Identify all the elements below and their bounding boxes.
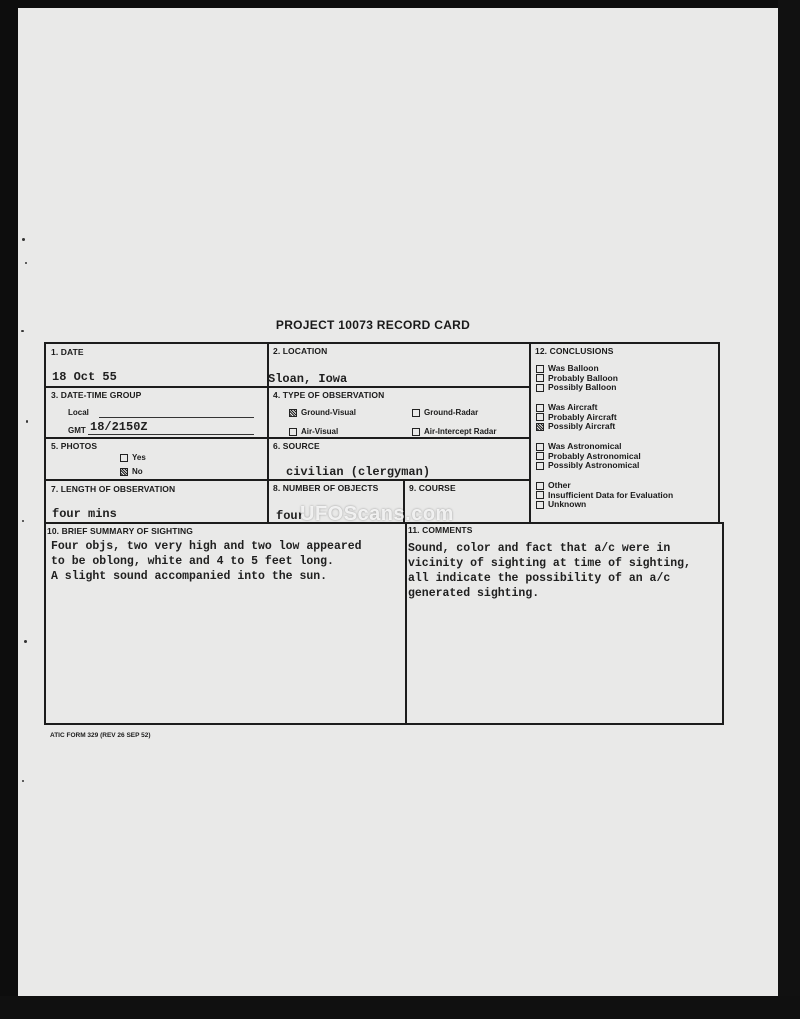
summary-line: A slight sound accompanied into the sun.: [51, 570, 328, 583]
scan-speckle: [25, 262, 27, 264]
summary-line: to be oblong, white and 4 to 5 feet long.: [51, 555, 334, 568]
divider-row-3: [44, 479, 530, 481]
checkbox-photos-yes: [120, 454, 128, 462]
length-of-observation-value: four mins: [52, 507, 117, 521]
card-border-bottom: [46, 723, 724, 725]
conclusions-group-balloon: [536, 364, 618, 393]
gmt-label: GMT: [68, 426, 86, 435]
checkbox-conclusion: [536, 452, 544, 460]
conclusion-item: Unknown: [548, 499, 587, 509]
checkbox-conclusion: [536, 501, 544, 509]
scan-speckle: [22, 238, 25, 241]
conclusion-item: Possibly Astronomical: [548, 460, 640, 470]
obs-ground-visual: [289, 408, 356, 417]
checkbox-air-intercept-radar: [412, 428, 420, 436]
obs-ground-radar: [412, 408, 478, 417]
photos-yes-label: Yes: [132, 453, 146, 462]
conclusions-label: 12. CONCLUSIONS: [535, 346, 614, 356]
checkbox-photos-no: [120, 468, 128, 476]
divider-summary: [405, 522, 407, 725]
air-visual-label: Air-Visual: [301, 427, 339, 436]
watermark: UFOScans.com: [300, 503, 454, 525]
brief-summary-label: 10. BRIEF SUMMARY OF SIGHTING: [47, 526, 193, 536]
date-value: 18 Oct 55: [52, 370, 117, 384]
date-time-group-label: 3. DATE-TIME GROUP: [51, 390, 142, 400]
comments-line: Sound, color and fact that a/c were in: [408, 542, 671, 555]
obs-air-intercept-radar: [412, 427, 496, 436]
divider-row-2-right: [267, 437, 530, 439]
conclusions-group-other: [536, 481, 673, 510]
conclusion-item: Probably Aircraft: [548, 411, 617, 422]
divider-row-1: [44, 386, 530, 388]
divider-col-2: [529, 342, 531, 522]
scan-speckle: [22, 780, 24, 782]
photos-label: 5. PHOTOS: [51, 441, 98, 451]
course-label: 9. COURSE: [409, 483, 456, 493]
record-card: [44, 342, 724, 725]
photos-no-label: No: [132, 467, 143, 476]
number-of-objects-value: four: [276, 509, 305, 523]
conclusion-item: Was Balloon: [548, 363, 599, 373]
source-label: 6. SOURCE: [273, 441, 320, 451]
comments-text: [408, 541, 691, 601]
conclusion-item: Was Aircraft: [548, 402, 598, 412]
location-value: Sloan, Iowa: [268, 372, 348, 386]
photos-no: [120, 467, 143, 476]
air-intercept-radar-label: Air-Intercept Radar: [424, 427, 497, 436]
comments-line: vicinity of sighting at time of sighting,: [408, 557, 691, 570]
gmt-value: 18/2150Z: [90, 420, 148, 434]
conclusions-group-astronomical: [536, 442, 641, 471]
card-border-right-lower: [722, 522, 724, 725]
summary-line: Four objs, two very high and two low appeared: [51, 540, 362, 553]
scan-speckle: [22, 520, 24, 522]
checkbox-ground-visual: [289, 409, 297, 417]
scan-border-bottom: [0, 996, 800, 1019]
gmt-underline: [88, 434, 254, 435]
conclusions-group-aircraft: [536, 403, 617, 432]
checkbox-conclusion: [536, 413, 544, 421]
comments-line: generated sighting.: [408, 587, 540, 600]
location-label: 2. LOCATION: [273, 346, 328, 356]
comments-line: all indicate the possibility of an a/c: [408, 572, 671, 585]
comments-label: 11. COMMENTS: [408, 525, 473, 535]
length-of-observation-label: 7. LENGTH OF OBSERVATION: [51, 484, 176, 494]
source-value: civilian (clergyman): [286, 465, 431, 479]
checkbox-air-visual: [289, 428, 297, 436]
divider-col-1: [267, 342, 269, 522]
conclusion-item: Insufficient Data for Evaluation: [548, 489, 674, 500]
conclusion-item: Other: [548, 480, 571, 490]
checkbox-conclusion: [536, 404, 544, 412]
checkbox-conclusion: [536, 443, 544, 451]
date-label: 1. DATE: [51, 347, 84, 357]
form-id: ATIC FORM 329 (REV 26 SEP 52): [50, 732, 151, 739]
scan-border-right: [778, 0, 800, 1019]
local-underline: [99, 417, 254, 418]
checkbox-conclusion: [536, 482, 544, 490]
card-border-left: [44, 342, 46, 725]
local-label: Local: [68, 408, 89, 417]
checkbox-conclusion-checked: [536, 423, 544, 431]
conclusion-item: Possibly Aircraft: [548, 421, 616, 431]
scan-speckle: [24, 640, 27, 643]
photos-yes: [120, 453, 146, 462]
checkbox-conclusion: [536, 365, 544, 373]
checkbox-conclusion: [536, 384, 544, 392]
checkbox-conclusion: [536, 374, 544, 382]
conclusion-item: Possibly Balloon: [548, 382, 617, 392]
number-of-objects-label: 8. NUMBER OF OBJECTS: [273, 483, 379, 493]
conclusion-item: Was Astronomical: [548, 441, 622, 451]
card-border-top: [44, 342, 720, 344]
ground-visual-label: Ground-Visual: [301, 408, 356, 417]
scan-speckle: [26, 420, 28, 423]
type-of-observation-label: 4. TYPE OF OBSERVATION: [273, 390, 385, 400]
conclusion-item: Probably Balloon: [548, 372, 618, 383]
divider-row-2-left: [44, 437, 268, 439]
card-border-right: [718, 342, 720, 522]
brief-summary-text: [51, 539, 362, 584]
conclusion-item: Probably Astronomical: [548, 450, 641, 461]
checkbox-conclusion: [536, 491, 544, 499]
card-title: PROJECT 10073 RECORD CARD: [275, 318, 471, 332]
obs-air-visual: [289, 427, 338, 436]
checkbox-conclusion: [536, 462, 544, 470]
ground-radar-label: Ground-Radar: [424, 408, 479, 417]
checkbox-ground-radar: [412, 409, 420, 417]
